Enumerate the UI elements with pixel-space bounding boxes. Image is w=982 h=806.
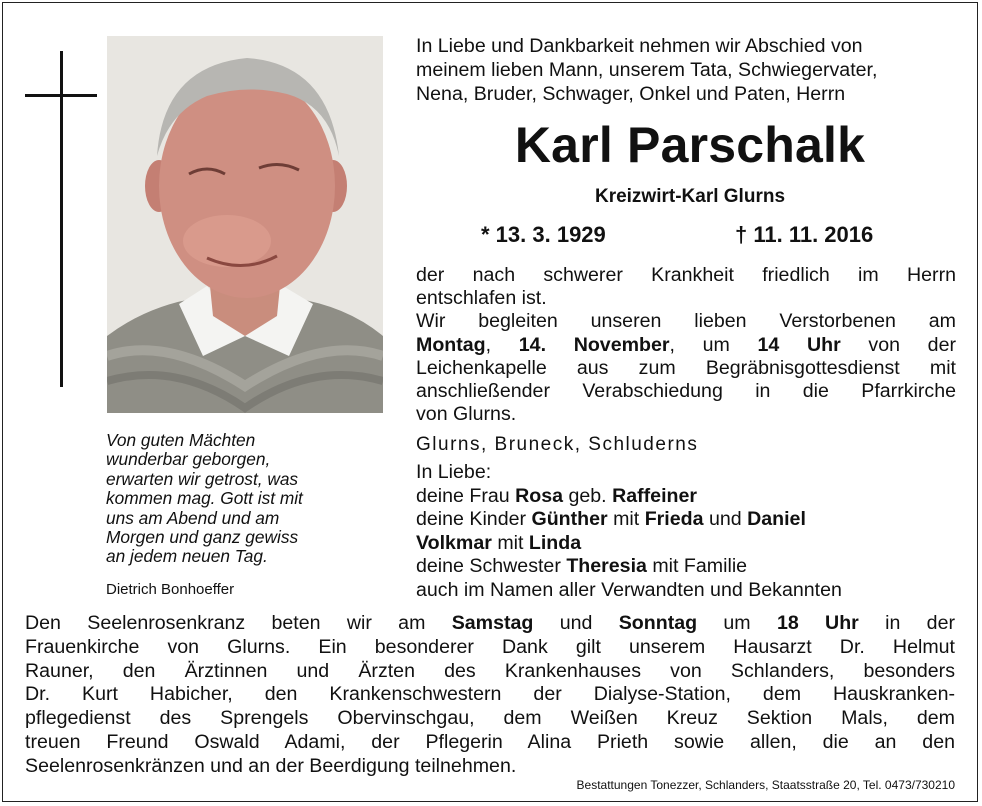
deceased-nickname: Kreizwirt-Karl Glurns xyxy=(594,186,786,207)
text: mit Familie xyxy=(646,555,748,578)
text: geb. xyxy=(563,484,613,507)
text: und xyxy=(533,612,619,634)
text: deine Schwester xyxy=(416,555,567,578)
intro-line: meinem lieben Mann, unserem Tata, Schwiegervater, xyxy=(416,59,878,81)
funeral-home-info: Bestattungen Tonezzer, Schlanders, Staatsstraße 20, Tel. 0473/730210 xyxy=(576,778,955,792)
intro-line: In Liebe und Dankbarkeit nehmen wir Abschied von xyxy=(416,35,863,57)
birth-date: * 13. 3. 1929 xyxy=(481,222,606,247)
text: in der xyxy=(858,612,955,634)
places: Glurns, Bruneck, Schluderns xyxy=(416,434,699,455)
family-children xyxy=(416,508,961,532)
family-sister xyxy=(416,555,961,579)
notice-line-date xyxy=(416,334,956,357)
quote-line: an jedem neuen Tag. xyxy=(106,546,268,567)
partner-name: Linda xyxy=(528,531,582,554)
text: deine Kinder xyxy=(416,508,532,531)
rosary-day: Samstag xyxy=(451,612,534,634)
quote-line: Von guten Mächten xyxy=(106,430,256,450)
closing-line: Frauenkirche von Glurns. Ein besonderer Dank gilt unserem Hausarzt Dr. Helmut xyxy=(25,635,955,658)
quote-line: Morgen und ganz gewiss xyxy=(106,527,299,548)
quote xyxy=(106,431,386,567)
cross-icon xyxy=(60,51,63,387)
closing-line: Rauner, den Ärztinnen und Ärzten des Krankenhauses von Schlanders, besonders xyxy=(25,659,955,682)
wife-maiden-name: Raffeiner xyxy=(612,484,698,507)
funeral-time: 14 Uhr xyxy=(757,333,841,356)
quote-author: Dietrich Bonhoeffer xyxy=(106,581,235,598)
separator: , um xyxy=(669,333,758,356)
quote-line: erwarten wir getrost, was xyxy=(106,468,299,489)
closing-text xyxy=(25,612,955,779)
funeral-date: 14. November xyxy=(518,333,670,356)
child-name: Daniel xyxy=(747,508,806,531)
closing-line: treuen Freund Oswald Adami, der Pflegerin Alina Prieth sowie allen, die an den xyxy=(25,730,955,753)
funeral-notice xyxy=(416,264,956,426)
closing-line: pflegedienst des Sprengels Obervinschgau, dem Weißen Kreuz Sektion Mals, dem xyxy=(25,707,955,730)
family-wife xyxy=(416,485,961,509)
family-children-cont xyxy=(416,532,961,556)
notice-line: Wir begleiten unseren lieben Verstorbenen am xyxy=(416,310,956,333)
funeral-day: Montag xyxy=(416,333,486,356)
rosary-day: Sonntag xyxy=(618,612,698,634)
notice-line: anschließender Verabschiedung in die Pfarrkirche xyxy=(416,380,956,403)
notice-line: entschlafen ist. xyxy=(416,287,547,310)
notice-line: Leichenkapelle aus zum Begräbnisgottesdienst mit xyxy=(416,356,956,379)
closing-line: Seelenrosenkränzen und an der Beerdigung teilnehmen. xyxy=(25,754,517,777)
closing-line: Dr. Kurt Habicher, den Krankenschwestern der Dialyse-Station, dem Hauskranken- xyxy=(25,683,955,706)
notice-line: von Glurns. xyxy=(416,403,517,426)
deceased-name: Karl Parschalk xyxy=(514,117,866,173)
text: und xyxy=(703,508,748,531)
family-heading: In Liebe: xyxy=(416,461,492,483)
quote-line: kommen mag. Gott ist mit xyxy=(106,488,303,509)
obituary-notice xyxy=(2,2,978,802)
wife-name: Rosa xyxy=(515,484,564,507)
sister-name: Theresia xyxy=(566,555,647,578)
text: mit xyxy=(491,531,529,554)
quote-line: uns am Abend und am xyxy=(106,507,280,528)
child-name: Günther xyxy=(531,508,608,531)
quote-line: wunderbar geborgen, xyxy=(106,449,271,470)
separator: , xyxy=(485,333,519,356)
notice-line: der nach schwerer Krankheit friedlich im Herrn xyxy=(416,264,956,286)
closing-line xyxy=(25,612,955,636)
separator: von der xyxy=(840,333,956,356)
family-list xyxy=(416,461,961,603)
text: deine Frau xyxy=(416,484,516,507)
text: mit xyxy=(607,508,645,531)
cross-icon-bar xyxy=(25,94,97,97)
family-relatives: auch im Namen aller Verwandten und Bekannten xyxy=(416,578,842,601)
child-surname: Volkmar xyxy=(416,531,492,554)
portrait-photo xyxy=(107,36,383,413)
intro-line: Nena, Bruder, Schwager, Onkel und Paten, Herrn xyxy=(416,83,846,105)
partner-name: Frieda xyxy=(644,508,704,531)
text: Den Seelenrosenkranz beten wir am xyxy=(25,612,452,634)
intro-text xyxy=(416,34,964,106)
death-date: † 11. 11. 2016 xyxy=(735,222,874,247)
text: um xyxy=(697,612,777,634)
rosary-time: 18 Uhr xyxy=(776,612,859,634)
